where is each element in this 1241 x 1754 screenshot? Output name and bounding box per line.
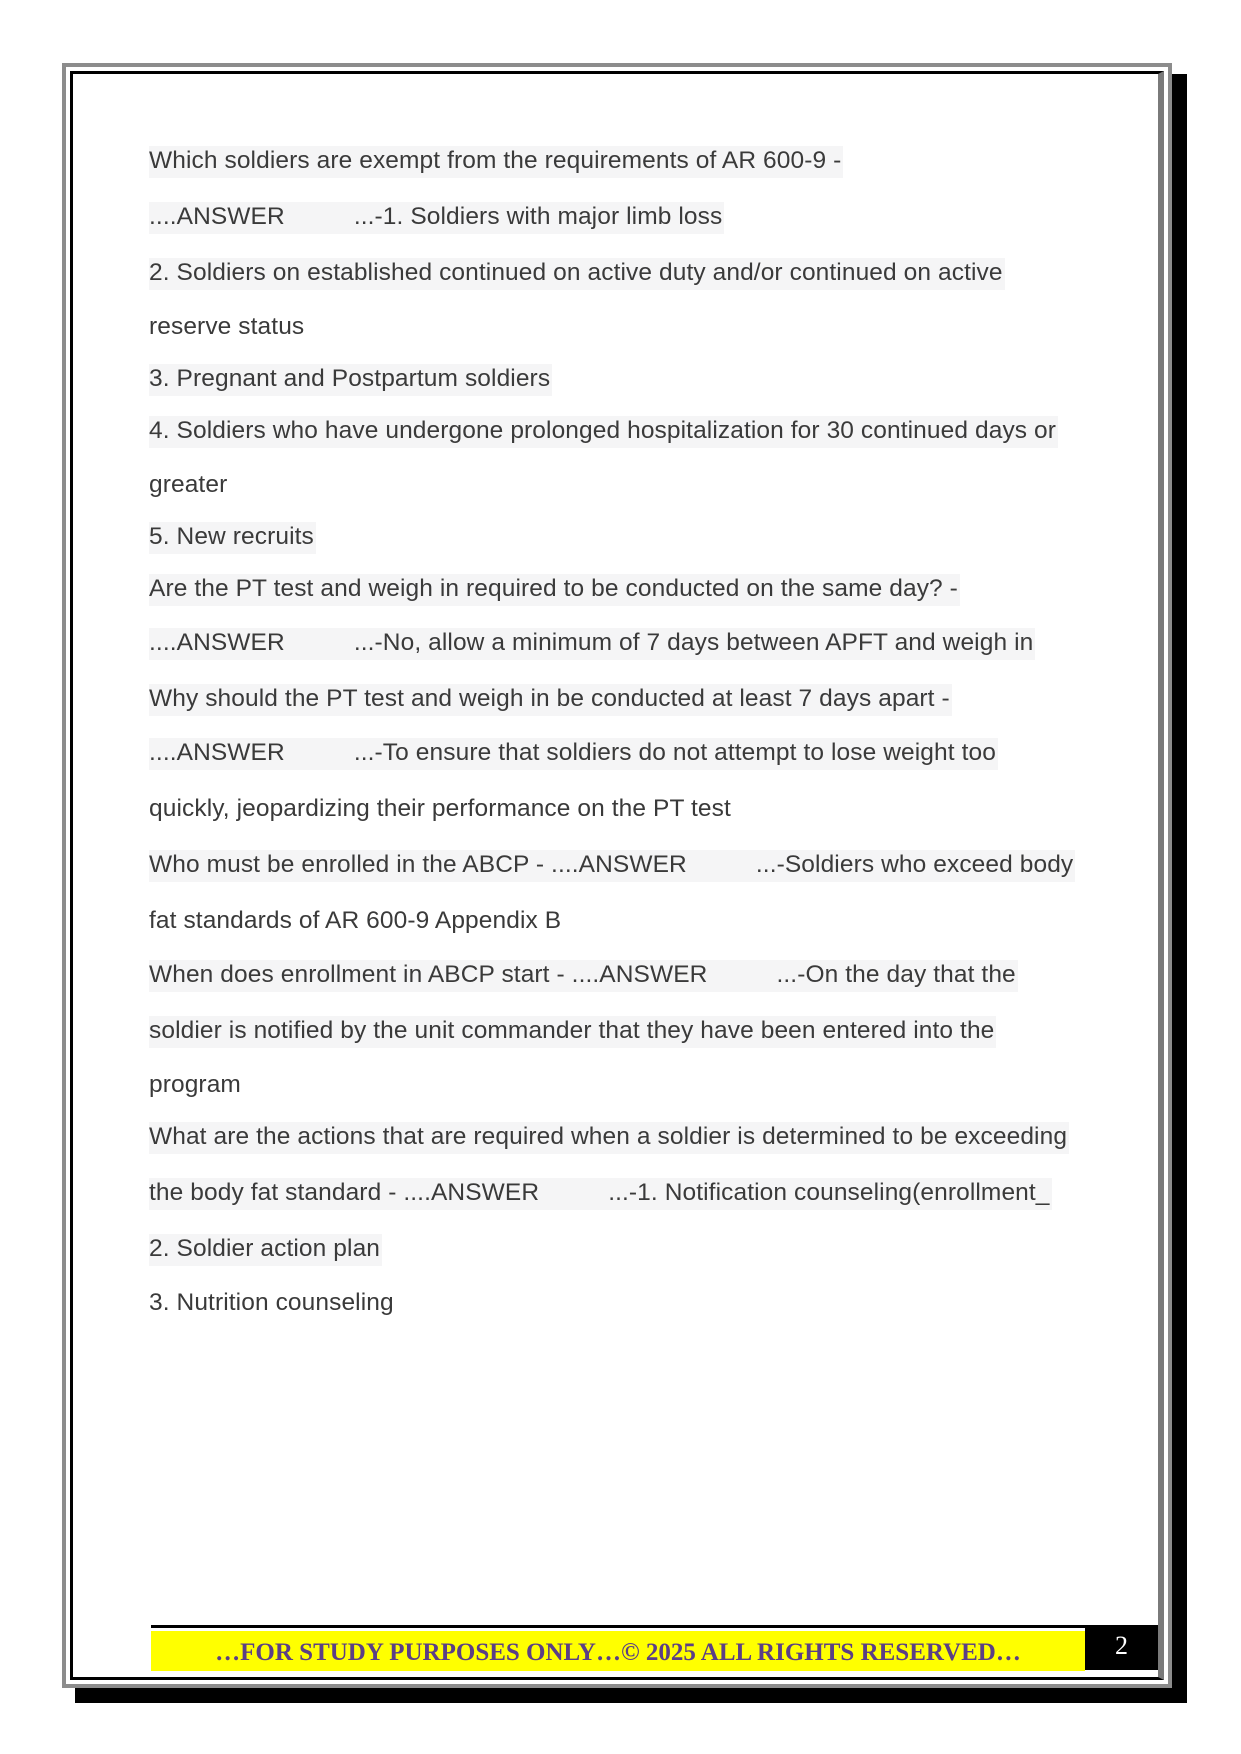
text-line: 2. Soldier action plan <box>149 1234 382 1266</box>
text-line: fat standards of AR 600-9 Appendix B <box>149 907 562 934</box>
text-line: 3. Pregnant and Postpartum soldiers <box>149 364 552 396</box>
text-line: ....ANSWER ...-To ensure that soldiers do not attempt to lose weight too <box>149 738 998 770</box>
text-line: Are the PT test and weigh in required to be conducted on the same day? - <box>149 574 960 606</box>
text-line: ....ANSWER ...-No, allow a minimum of 7 days between APFT and weigh in <box>149 628 1035 660</box>
text-line: 2. Soldiers on established continued on active duty and/or continued on active <box>149 258 1005 290</box>
page-number: 2 <box>1085 1625 1158 1670</box>
text-line: 3. Nutrition counseling <box>149 1289 394 1316</box>
text-line: When does enrollment in ABCP start - ....ANSWER ...-On the day that the <box>149 960 1018 992</box>
text-line: Which soldiers are exempt from the requirements of AR 600-9 - <box>149 146 843 178</box>
text-line: program <box>149 1071 241 1098</box>
text-line: Why should the PT test and weigh in be conducted at least 7 days apart - <box>149 684 952 716</box>
text-line: reserve status <box>149 313 305 340</box>
text-line: greater <box>149 471 228 498</box>
text-line: What are the actions that are required when a soldier is determined to be exceeding <box>149 1122 1069 1154</box>
text-line: 4. Soldiers who have undergone prolonged hospitalization for 30 continued days or <box>149 416 1058 448</box>
text-line: quickly, jeopardizing their performance on the PT test <box>149 795 731 822</box>
footer-divider <box>151 1625 1085 1628</box>
text-line: Who must be enrolled in the ABCP - ....ANSWER ...-Soldiers who exceed body <box>149 850 1075 882</box>
text-line: ....ANSWER ...-1. Soldiers with major limb loss <box>149 202 724 234</box>
text-line: soldier is notified by the unit commander that they have been entered into the <box>149 1016 996 1048</box>
footer-copyright: …FOR STUDY PURPOSES ONLY…© 2025 ALL RIGHTS RESERVED… <box>215 1639 1021 1666</box>
text-line: 5. New recruits <box>149 522 316 554</box>
text-line: the body fat standard - ....ANSWER ...-1. Notification counseling(enrollment_ <box>149 1178 1052 1210</box>
